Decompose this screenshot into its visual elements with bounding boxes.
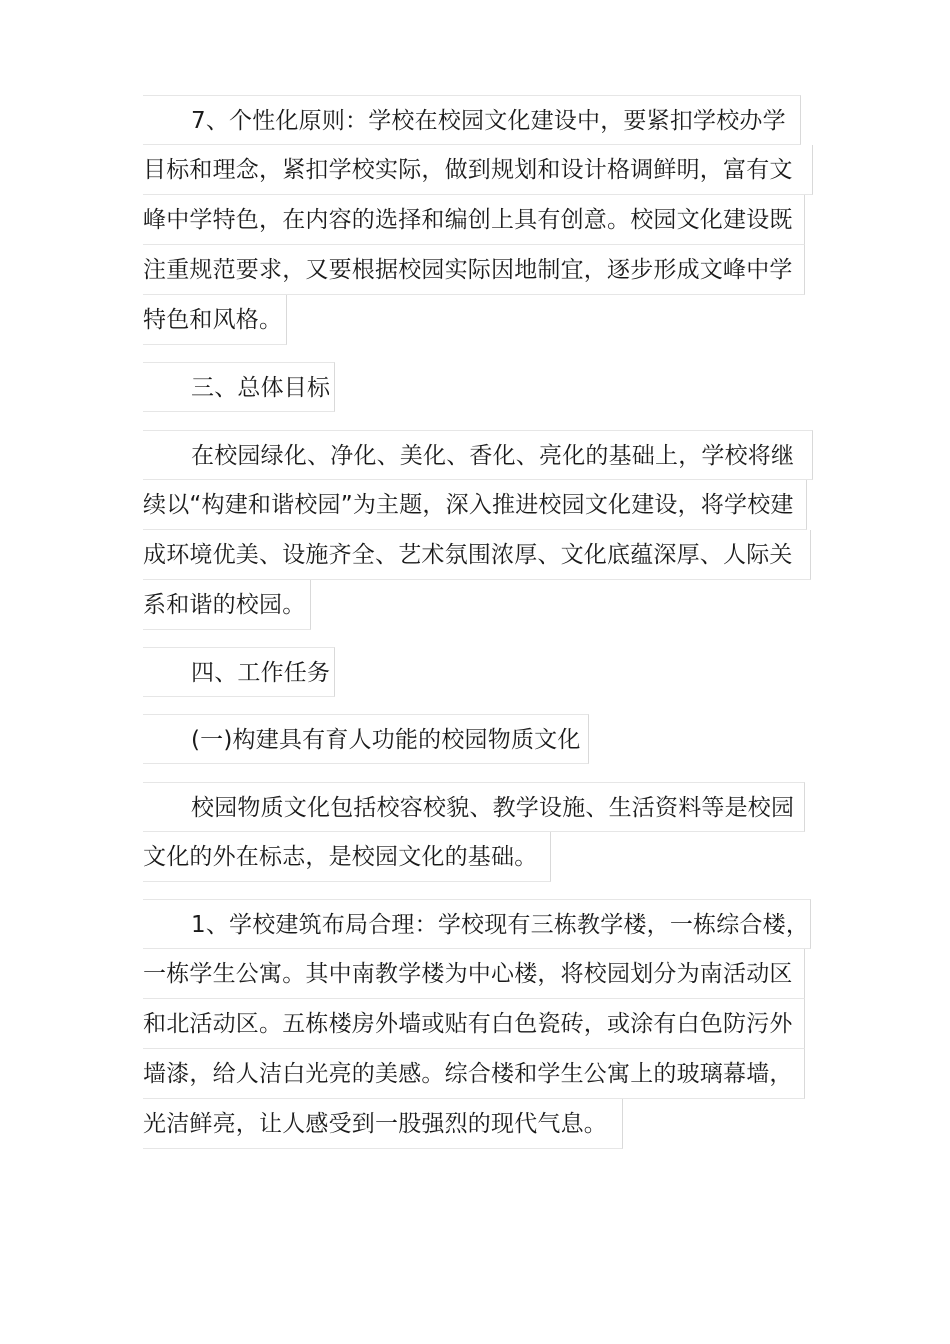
sub-heading: (一)构建具有育人功能的校园物质文化: [143, 714, 589, 764]
text-line: 目标和理念，紧扣学校实际，做到规划和设计格调鲜明，富有文: [143, 145, 813, 195]
subheading-material-culture: [143, 714, 589, 764]
section-heading: 四、工作任务: [143, 647, 335, 697]
section-heading: 三、总体目标: [143, 362, 335, 412]
text-line: 和北活动区。五栋楼房外墙或贴有白色瓷砖，或涂有白色防污外: [143, 999, 805, 1049]
text-line: 墙漆，给人洁白光亮的美感。综合楼和学生公寓上的玻璃幕墙，: [143, 1049, 805, 1099]
text-line: 7、个性化原则：学校在校园文化建设中，要紧扣学校办学: [143, 95, 801, 145]
paragraph-item-1: [143, 899, 811, 1149]
paragraph-overall-goal: [143, 430, 813, 630]
text-line: 成环境优美、设施齐全、艺术氛围浓厚、文化底蕴深厚、人际关: [143, 530, 811, 580]
text-line: 1、学校建筑布局合理：学校现有三栋教学楼，一栋综合楼，: [143, 899, 811, 949]
text-line: 特色和风格。: [143, 295, 287, 345]
text-line: 注重规范要求，又要根据校园实际因地制宜，逐步形成文峰中学: [143, 245, 805, 295]
text-line: 光洁鲜亮，让人感受到一股强烈的现代气息。: [143, 1099, 623, 1149]
paragraph-principle-7: [143, 95, 813, 345]
text-line: 校园物质文化包括校容校貌、教学设施、生活资料等是校园: [143, 782, 805, 832]
text-line: 在校园绿化、净化、美化、香化、亮化的基础上，学校将继: [143, 430, 813, 480]
text-line: 文化的外在标志，是校园文化的基础。: [143, 832, 551, 882]
text-line: 一栋学生公寓。其中南教学楼为中心楼，将校园划分为南活动区: [143, 949, 805, 999]
text-line: 系和谐的校园。: [143, 580, 311, 630]
text-line: 续以“构建和谐校园”为主题，深入推进校园文化建设，将学校建: [143, 480, 807, 530]
heading-work-tasks: [143, 647, 335, 697]
text-line: 峰中学特色，在内容的选择和编创上具有创意。校园文化建设既: [143, 195, 805, 245]
heading-overall-goal: [143, 362, 335, 412]
paragraph-material-culture: [143, 782, 805, 882]
